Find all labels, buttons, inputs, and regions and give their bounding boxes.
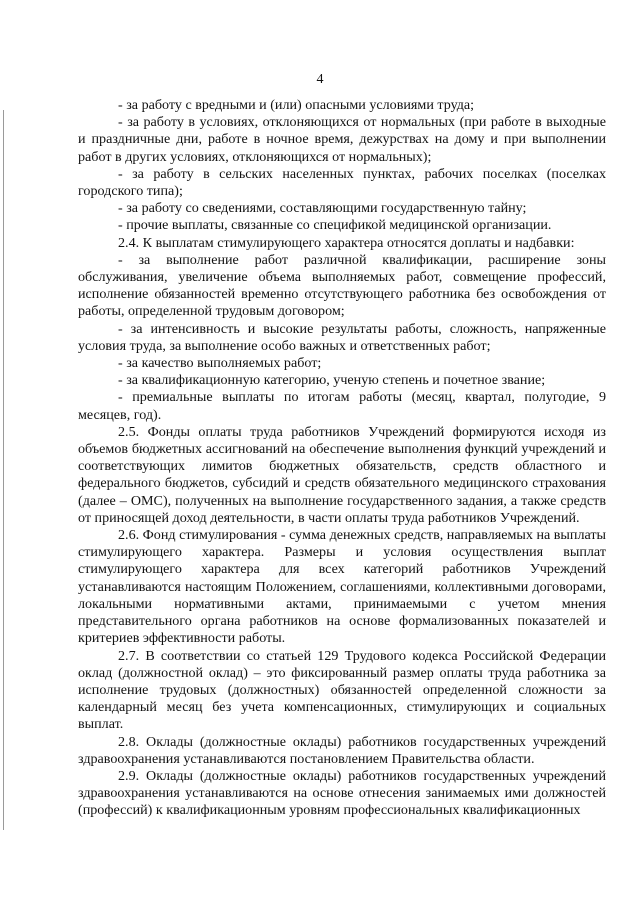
paragraph: - за работу с вредными и (или) опасными условиями труда;	[118, 97, 475, 113]
paragraph: 2.9. Оклады (должностные оклады) работников государственных учреждений здравоохранения устанавливаются на основе отнесения занимаемых ими должностей (профессий) к квалификационным уровням профессиональных квалификационных	[78, 767, 606, 819]
page-number: 4	[316, 72, 324, 87]
paragraph: - премиальные выплаты по итогам работы (месяц, квартал, полугодие, 9 месяцев, год).	[78, 389, 606, 423]
scan-margin-line	[3, 110, 4, 830]
paragraph: 2.7. В соответствии со статьей 129 Трудового кодекса Российской Федерации оклад (должностной оклад) – это фиксированный размер оплаты труда работника за исполнение трудовых (должностных) обязанностей определенной сложности за календарный месяц без учета компенсационных, стимулирующих и социальных выплат.	[78, 647, 606, 733]
paragraph: - за работу в сельских населенных пунктах, рабочих поселках (поселках городского типа);	[78, 165, 606, 200]
paragraph: 2.8. Оклады (должностные оклады) работников государственных учреждений здравоохранения устанавливаются постановлением Правительства области.	[78, 733, 606, 767]
paragraph: - за работу в условиях, отклоняющихся от нормальных (при работе в выходные и праздничные дни, работе в ночное время, дежурствах на дому и при выполнении работ в других условиях, отклоняющихся от нормальных);	[78, 114, 606, 165]
document-body	[78, 97, 606, 820]
paragraph: 2.5. Фонды оплаты труда работников Учреждений формируются исходя из объемов бюджетных ассигнований на обеспечение выполнения функций учреждений и соответствующих лимитов бюджетных обязательств, средств областного и федерального бюджетов, субсидий и средств обязательного медицинского страхования (далее – ОМС), полученных на выполнение государственного задания, а также средств от приносящей доход деятельности, в части оплаты труда работников Учреждений.	[78, 423, 606, 526]
paragraph: - за выполнение работ различной квалификации, расширение зоны обслуживания, увеличение объема выполняемых работ, совмещение профессий, исполнение обязанностей временно отсутствующего работника без освобождения от работы, определенной трудовым договором;	[78, 251, 606, 320]
paragraph: 2.4. К выплатам стимулирующего характера относятся доплаты и надбавки:	[118, 234, 575, 251]
paragraph: 2.6. Фонд стимулирования - сумма денежных средств, направляемых на выплаты стимулирующего характера. Размеры и условия осуществления выплат стимулирующего характера для всех категорий работников Учреждений устанавливаются настоящим Положением, соглашениями, коллективными договорами, локальными нормативными актами, принимаемыми с учетом мнения представительного органа работников на основе формализованных показателей и критериев эффективности работы.	[78, 527, 606, 647]
paragraph: - за квалификационную категорию, ученую степень и почетное звание;	[118, 372, 546, 389]
paragraph: - за интенсивность и высокие результаты работы, сложность, напряженные условия труда, за выполнение особо важных и ответственных работ;	[78, 320, 606, 354]
paragraph: - за качество выполняемых работ;	[118, 355, 322, 372]
paragraph: - за работу со сведениями, составляющими государственную тайну;	[118, 200, 527, 217]
paragraph: - прочие выплаты, связанные со спецификой медицинской организации.	[118, 217, 552, 234]
